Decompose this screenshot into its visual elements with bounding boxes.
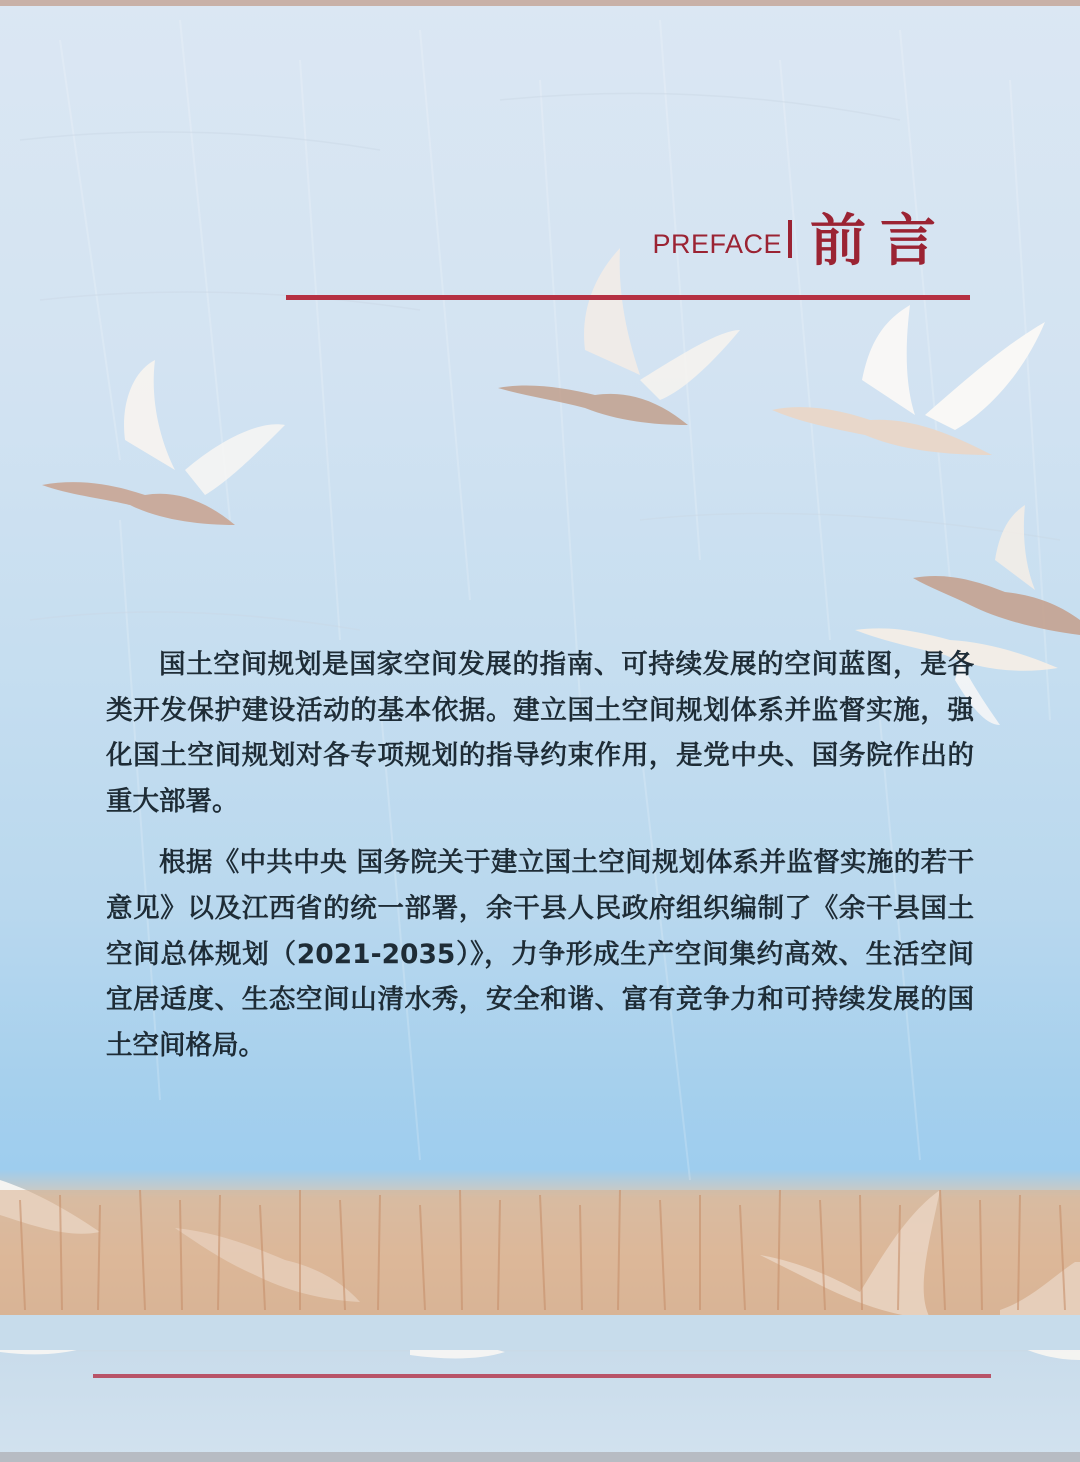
footer-rule <box>93 1374 991 1378</box>
heading-divider <box>788 220 792 258</box>
heading-chinese: 前言 <box>810 209 950 274</box>
bottom-border-strip <box>0 1452 1080 1462</box>
swan-icon <box>42 360 285 525</box>
heading-underline <box>286 295 970 300</box>
preface-body <box>106 642 974 1084</box>
reed-field <box>0 1170 1080 1350</box>
swan-icon <box>913 505 1080 635</box>
preface-heading <box>652 209 950 274</box>
swan-icon <box>498 248 740 425</box>
swan-icon <box>772 305 1045 455</box>
heading-english: PREFACE <box>652 229 782 259</box>
paragraph-1: 国土空间规划是国家空间发展的指南、可持续发展的空间蓝图，是各类开发保护建设活动的基本依据。建立国土空间规划体系并监督实施，强化国土空间规划对各专项规划的指导约束作用，是党中央、国务院作出的重大部署。 <box>106 649 974 817</box>
paragraph-2: 根据《中共中央 国务院关于建立国土空间规划体系并监督实施的若干意见》以及江西省的统一部署，余干县人民政府组织编制了《余干县国土空间总体规划（2021-2035）》，力争形成生产空间集约高效、生活空间宜居适度、生态空间山清水秀，安全和谐、富有竞争力和可持续发展的国土空间格局。 <box>106 847 974 1061</box>
